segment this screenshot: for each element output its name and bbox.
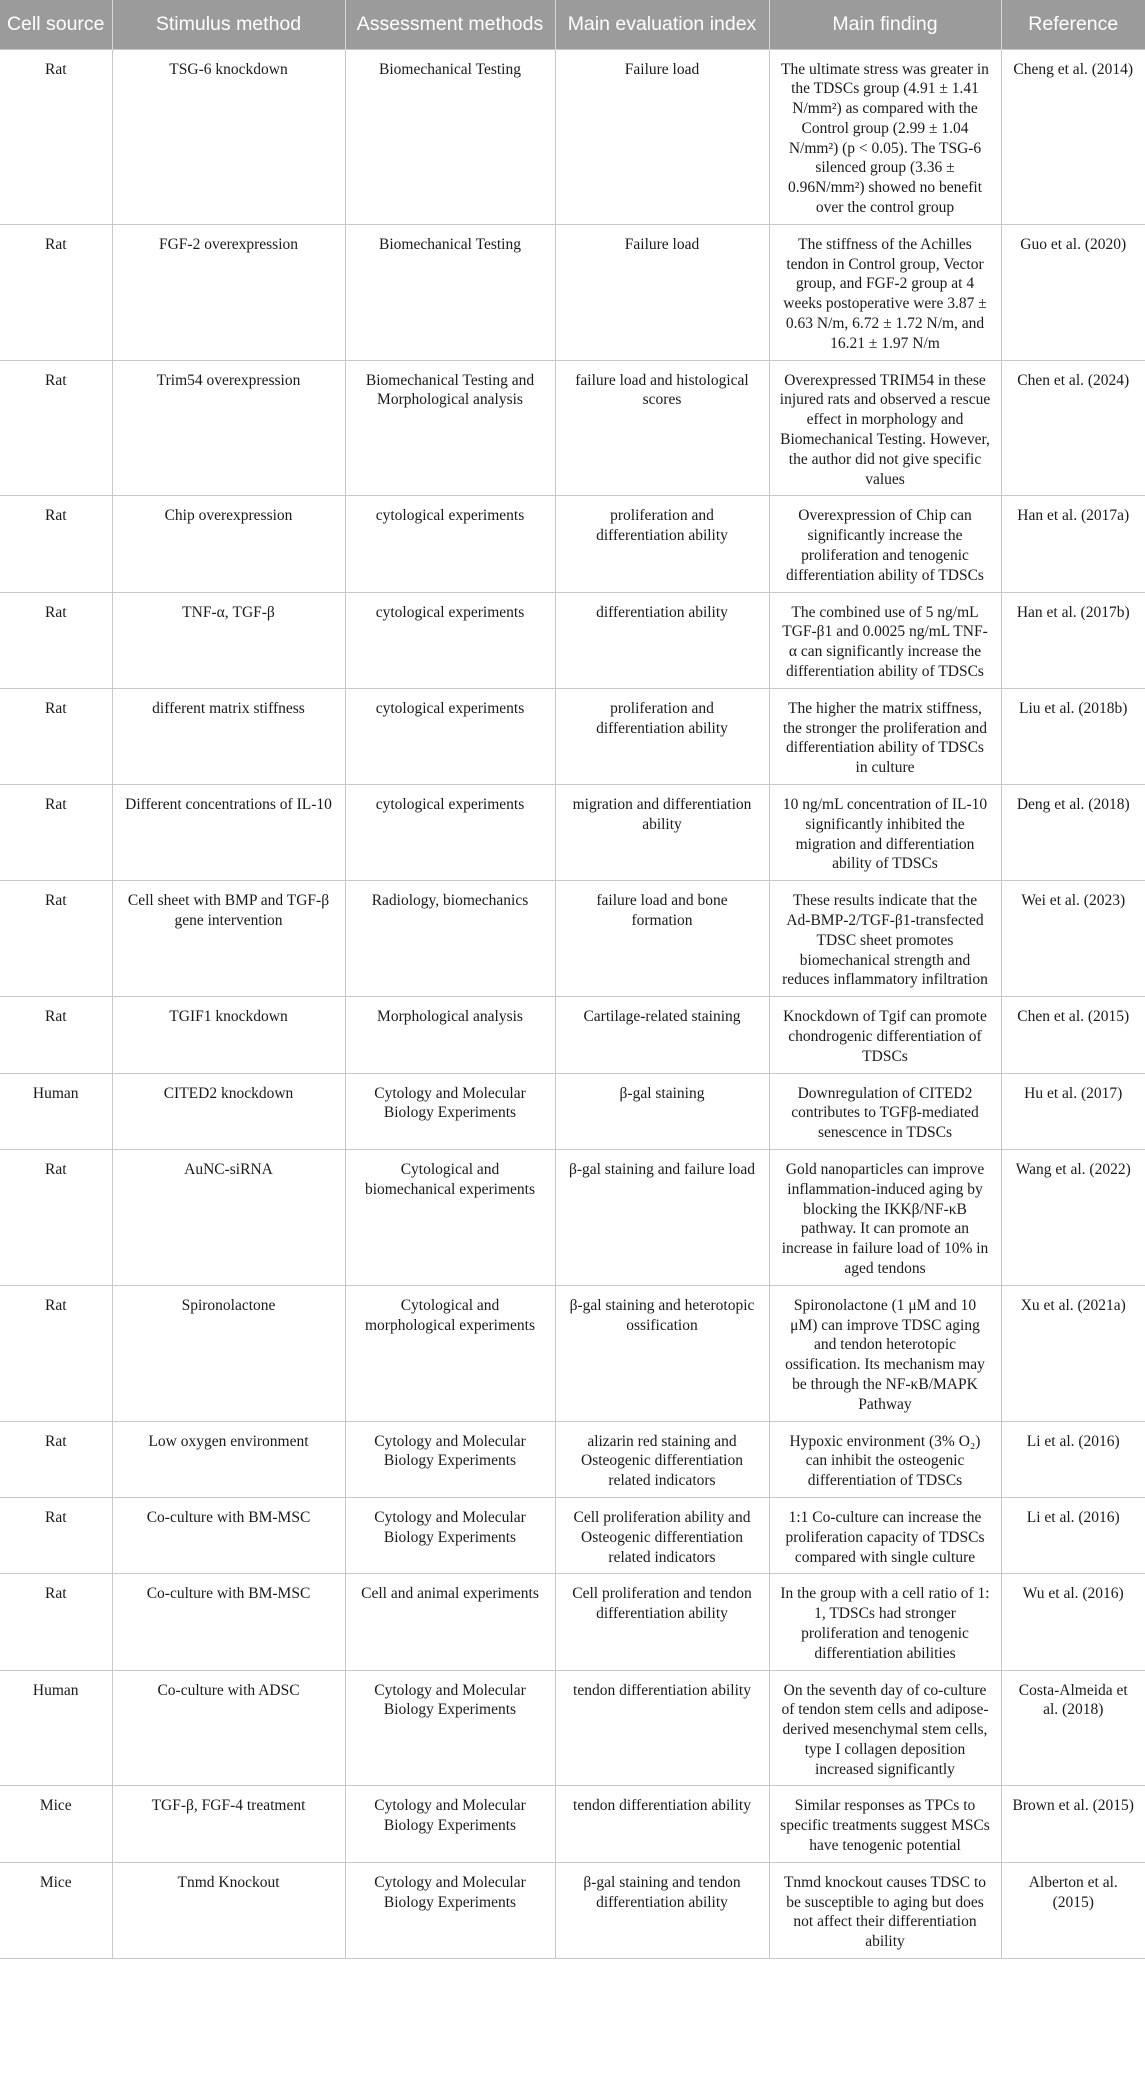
main-finding-cell: In the group with a cell ratio of 1: 1, TDSCs had stronger proliferation and tenogenic differentiation abilities xyxy=(769,1574,1001,1670)
reference-cell: Brown et al. (2015) xyxy=(1001,1786,1145,1862)
stimulus-method-cell: Different concentrations of IL-10 xyxy=(112,785,345,881)
main-finding-cell: Spironolactone (1 μM and 10 μM) can improve TDSC aging and tendon heterotopic ossification. Its mechanism may be through the NF-κB/MAPK Pathway xyxy=(769,1285,1001,1421)
cell-source-cell: Rat xyxy=(0,688,112,784)
assessment-methods-cell: Cytology and Molecular Biology Experiments xyxy=(345,1786,555,1862)
cell-source-cell: Rat xyxy=(0,1497,112,1573)
cell-source-cell: Rat xyxy=(0,881,112,997)
table-row xyxy=(0,49,1145,224)
cell-source-cell: Mice xyxy=(0,1786,112,1862)
table-row xyxy=(0,688,1145,784)
stimulus-method-cell: AuNC-siRNA xyxy=(112,1149,345,1285)
assessment-methods-cell: Cell and animal experiments xyxy=(345,1574,555,1670)
reference-cell: Cheng et al. (2014) xyxy=(1001,49,1145,224)
cell-source-cell: Rat xyxy=(0,496,112,592)
reference-cell: Han et al. (2017a) xyxy=(1001,496,1145,592)
main-finding-cell: 10 ng/mL concentration of IL-10 significantly inhibited the migration and differentiation ability of TDSCs xyxy=(769,785,1001,881)
assessment-methods-cell: Cytology and Molecular Biology Experiments xyxy=(345,1073,555,1149)
reference-cell: Li et al. (2016) xyxy=(1001,1497,1145,1573)
stimulus-method-cell: TGIF1 knockdown xyxy=(112,997,345,1073)
cell-source-cell: Rat xyxy=(0,49,112,224)
evaluation-index-cell: proliferation and differentiation ability xyxy=(555,688,769,784)
cell-source-cell: Rat xyxy=(0,1421,112,1497)
evaluation-index-cell: tendon differentiation ability xyxy=(555,1670,769,1786)
stimulus-method-cell: TGF-β, FGF-4 treatment xyxy=(112,1786,345,1862)
table-row xyxy=(0,1149,1145,1285)
header-cell-source: Cell source xyxy=(0,0,112,49)
table-row xyxy=(0,1862,1145,1958)
main-finding-cell: The combined use of 5 ng/mL TGF-β1 and 0.0025 ng/mL TNF-α can significantly increase the differentiation ability of TDSCs xyxy=(769,592,1001,688)
cell-source-cell: Human xyxy=(0,1670,112,1786)
main-finding-cell: Overexpression of Chip can significantly increase the proliferation and tenogenic differentiation ability of TDSCs xyxy=(769,496,1001,592)
reference-cell: Wang et al. (2022) xyxy=(1001,1149,1145,1285)
reference-cell: Deng et al. (2018) xyxy=(1001,785,1145,881)
main-finding-cell: Overexpressed TRIM54 in these injured rats and observed a rescue effect in morphology and Biomechanical Testing. However, the author did not give specific values xyxy=(769,360,1001,496)
evaluation-index-cell: alizarin red staining and Osteogenic differentiation related indicators xyxy=(555,1421,769,1497)
assessment-methods-cell: Cytological and biomechanical experiments xyxy=(345,1149,555,1285)
evaluation-index-cell: Cell proliferation and tendon differentiation ability xyxy=(555,1574,769,1670)
main-finding-cell: These results indicate that the Ad-BMP-2/TGF-β1-transfected TDSC sheet promotes biomechanical strength and reduces inflammatory infiltration xyxy=(769,881,1001,997)
evaluation-index-cell: Cartilage-related staining xyxy=(555,997,769,1073)
table-row xyxy=(0,1497,1145,1573)
table-row xyxy=(0,1574,1145,1670)
assessment-methods-cell: Cytological and morphological experiments xyxy=(345,1285,555,1421)
table-row xyxy=(0,1073,1145,1149)
header-row xyxy=(0,0,1145,49)
assessment-methods-cell: cytological experiments xyxy=(345,688,555,784)
cell-source-cell: Rat xyxy=(0,592,112,688)
reference-cell: Han et al. (2017b) xyxy=(1001,592,1145,688)
main-finding-cell: The ultimate stress was greater in the TDSCs group (4.91 ± 1.41 N/mm²) as compared with the Control group (2.99 ± 1.04 N/mm²) (p < 0.05). The TSG-6 silenced group (3.36 ± 0.96N/mm²) showed no benefit over the control group xyxy=(769,49,1001,224)
main-finding-cell: Similar responses as TPCs to specific treatments suggest MSCs have tenogenic potential xyxy=(769,1786,1001,1862)
stimulus-method-cell: different matrix stiffness xyxy=(112,688,345,784)
stimulus-method-cell: FGF-2 overexpression xyxy=(112,224,345,360)
reference-cell: Xu et al. (2021a) xyxy=(1001,1285,1145,1421)
stimulus-method-cell: TNF-α, TGF-β xyxy=(112,592,345,688)
evaluation-index-cell: Cell proliferation ability and Osteogenic differentiation related indicators xyxy=(555,1497,769,1573)
evaluation-index-cell: tendon differentiation ability xyxy=(555,1786,769,1862)
table-row xyxy=(0,1786,1145,1862)
evaluation-index-cell: migration and differentiation ability xyxy=(555,785,769,881)
assessment-methods-cell: Biomechanical Testing and Morphological analysis xyxy=(345,360,555,496)
cell-source-cell: Rat xyxy=(0,1285,112,1421)
assessment-methods-cell: cytological experiments xyxy=(345,496,555,592)
table-row xyxy=(0,592,1145,688)
reference-cell: Alberton et al. (2015) xyxy=(1001,1862,1145,1958)
table-row xyxy=(0,1670,1145,1786)
table-row xyxy=(0,224,1145,360)
stimulus-method-cell: Trim54 overexpression xyxy=(112,360,345,496)
header-main-evaluation-index: Main evaluation index xyxy=(555,0,769,49)
cell-source-cell: Rat xyxy=(0,1149,112,1285)
assessment-methods-cell: Biomechanical Testing xyxy=(345,49,555,224)
reference-cell: Chen et al. (2024) xyxy=(1001,360,1145,496)
table-row xyxy=(0,360,1145,496)
assessment-methods-cell: Morphological analysis xyxy=(345,997,555,1073)
header-stimulus-method: Stimulus method xyxy=(112,0,345,49)
evaluation-index-cell: failure load and histological scores xyxy=(555,360,769,496)
cell-source-cell: Mice xyxy=(0,1862,112,1958)
reference-cell: Hu et al. (2017) xyxy=(1001,1073,1145,1149)
cell-source-cell: Rat xyxy=(0,785,112,881)
stimulus-method-cell: Spironolactone xyxy=(112,1285,345,1421)
stimulus-method-cell: Co-culture with BM-MSC xyxy=(112,1574,345,1670)
main-finding-cell: Hypoxic environment (3% O₂) can inhibit the osteogenic differentiation of TDSCs xyxy=(769,1421,1001,1497)
cell-source-cell: Rat xyxy=(0,224,112,360)
assessment-methods-cell: Cytology and Molecular Biology Experiments xyxy=(345,1862,555,1958)
header-reference: Reference xyxy=(1001,0,1145,49)
main-finding-cell: Downregulation of CITED2 contributes to TGFβ-mediated senescence in TDSCs xyxy=(769,1073,1001,1149)
stimulus-method-cell: Tnmd Knockout xyxy=(112,1862,345,1958)
main-finding-cell: Knockdown of Tgif can promote chondrogenic differentiation of TDSCs xyxy=(769,997,1001,1073)
evaluation-index-cell: β-gal staining and heterotopic ossification xyxy=(555,1285,769,1421)
stimulus-method-cell: Co-culture with BM-MSC xyxy=(112,1497,345,1573)
reference-cell: Guo et al. (2020) xyxy=(1001,224,1145,360)
reference-cell: Li et al. (2016) xyxy=(1001,1421,1145,1497)
evaluation-index-cell: β-gal staining xyxy=(555,1073,769,1149)
evaluation-index-cell: β-gal staining and failure load xyxy=(555,1149,769,1285)
main-finding-cell: The stiffness of the Achilles tendon in Control group, Vector group, and FGF-2 group at 4 weeks postoperative were 3.87 ± 0.63 N/m, 6.72 ± 1.72 N/m, and 16.21 ± 1.97 N/m xyxy=(769,224,1001,360)
assessment-methods-cell: Radiology, biomechanics xyxy=(345,881,555,997)
header-main-finding: Main finding xyxy=(769,0,1001,49)
main-finding-cell: 1:1 Co-culture can increase the proliferation capacity of TDSCs compared with single culture xyxy=(769,1497,1001,1573)
evaluation-index-cell: Failure load xyxy=(555,224,769,360)
table-row xyxy=(0,881,1145,997)
stimulus-method-cell: Cell sheet with BMP and TGF-β gene intervention xyxy=(112,881,345,997)
table-row xyxy=(0,997,1145,1073)
assessment-methods-cell: Biomechanical Testing xyxy=(345,224,555,360)
evaluation-index-cell: differentiation ability xyxy=(555,592,769,688)
stimulus-method-cell: Low oxygen environment xyxy=(112,1421,345,1497)
evaluation-index-cell: proliferation and differentiation ability xyxy=(555,496,769,592)
table-header xyxy=(0,0,1145,49)
evaluation-index-cell: Failure load xyxy=(555,49,769,224)
evaluation-index-cell: β-gal staining and tendon differentiation ability xyxy=(555,1862,769,1958)
table-row xyxy=(0,496,1145,592)
stimulus-method-cell: TSG-6 knockdown xyxy=(112,49,345,224)
main-finding-cell: On the seventh day of co-culture of tendon stem cells and adipose-derived mesenchymal stem cells, type I collagen deposition increased significantly xyxy=(769,1670,1001,1786)
cell-source-cell: Rat xyxy=(0,360,112,496)
assessment-methods-cell: cytological experiments xyxy=(345,592,555,688)
stimulus-method-cell: Co-culture with ADSC xyxy=(112,1670,345,1786)
reference-cell: Costa-Almeida et al. (2018) xyxy=(1001,1670,1145,1786)
main-finding-cell: Tnmd knockout causes TDSC to be susceptible to aging but does not affect their differentiation ability xyxy=(769,1862,1001,1958)
table-row xyxy=(0,1421,1145,1497)
table-row xyxy=(0,785,1145,881)
reference-cell: Liu et al. (2018b) xyxy=(1001,688,1145,784)
evaluation-index-cell: failure load and bone formation xyxy=(555,881,769,997)
cell-source-cell: Rat xyxy=(0,997,112,1073)
table-body xyxy=(0,49,1145,1959)
reference-cell: Wu et al. (2016) xyxy=(1001,1574,1145,1670)
header-assessment-methods: Assessment methods xyxy=(345,0,555,49)
table-row xyxy=(0,1285,1145,1421)
main-finding-cell: The higher the matrix stiffness, the stronger the proliferation and differentiation ability of TDSCs in culture xyxy=(769,688,1001,784)
assessment-methods-cell: Cytology and Molecular Biology Experiments xyxy=(345,1497,555,1573)
reference-cell: Wei et al. (2023) xyxy=(1001,881,1145,997)
assessment-methods-cell: Cytology and Molecular Biology Experiments xyxy=(345,1421,555,1497)
stimulus-method-cell: Chip overexpression xyxy=(112,496,345,592)
stimulus-method-cell: CITED2 knockdown xyxy=(112,1073,345,1149)
cell-source-cell: Rat xyxy=(0,1574,112,1670)
reference-cell: Chen et al. (2015) xyxy=(1001,997,1145,1073)
assessment-methods-cell: Cytology and Molecular Biology Experiments xyxy=(345,1670,555,1786)
main-finding-cell: Gold nanoparticles can improve inflammation-induced aging by blocking the IKKβ/NF-κB pathway. It can promote an increase in failure load of 10% in aged tendons xyxy=(769,1149,1001,1285)
assessment-methods-cell: cytological experiments xyxy=(345,785,555,881)
cell-source-cell: Human xyxy=(0,1073,112,1149)
